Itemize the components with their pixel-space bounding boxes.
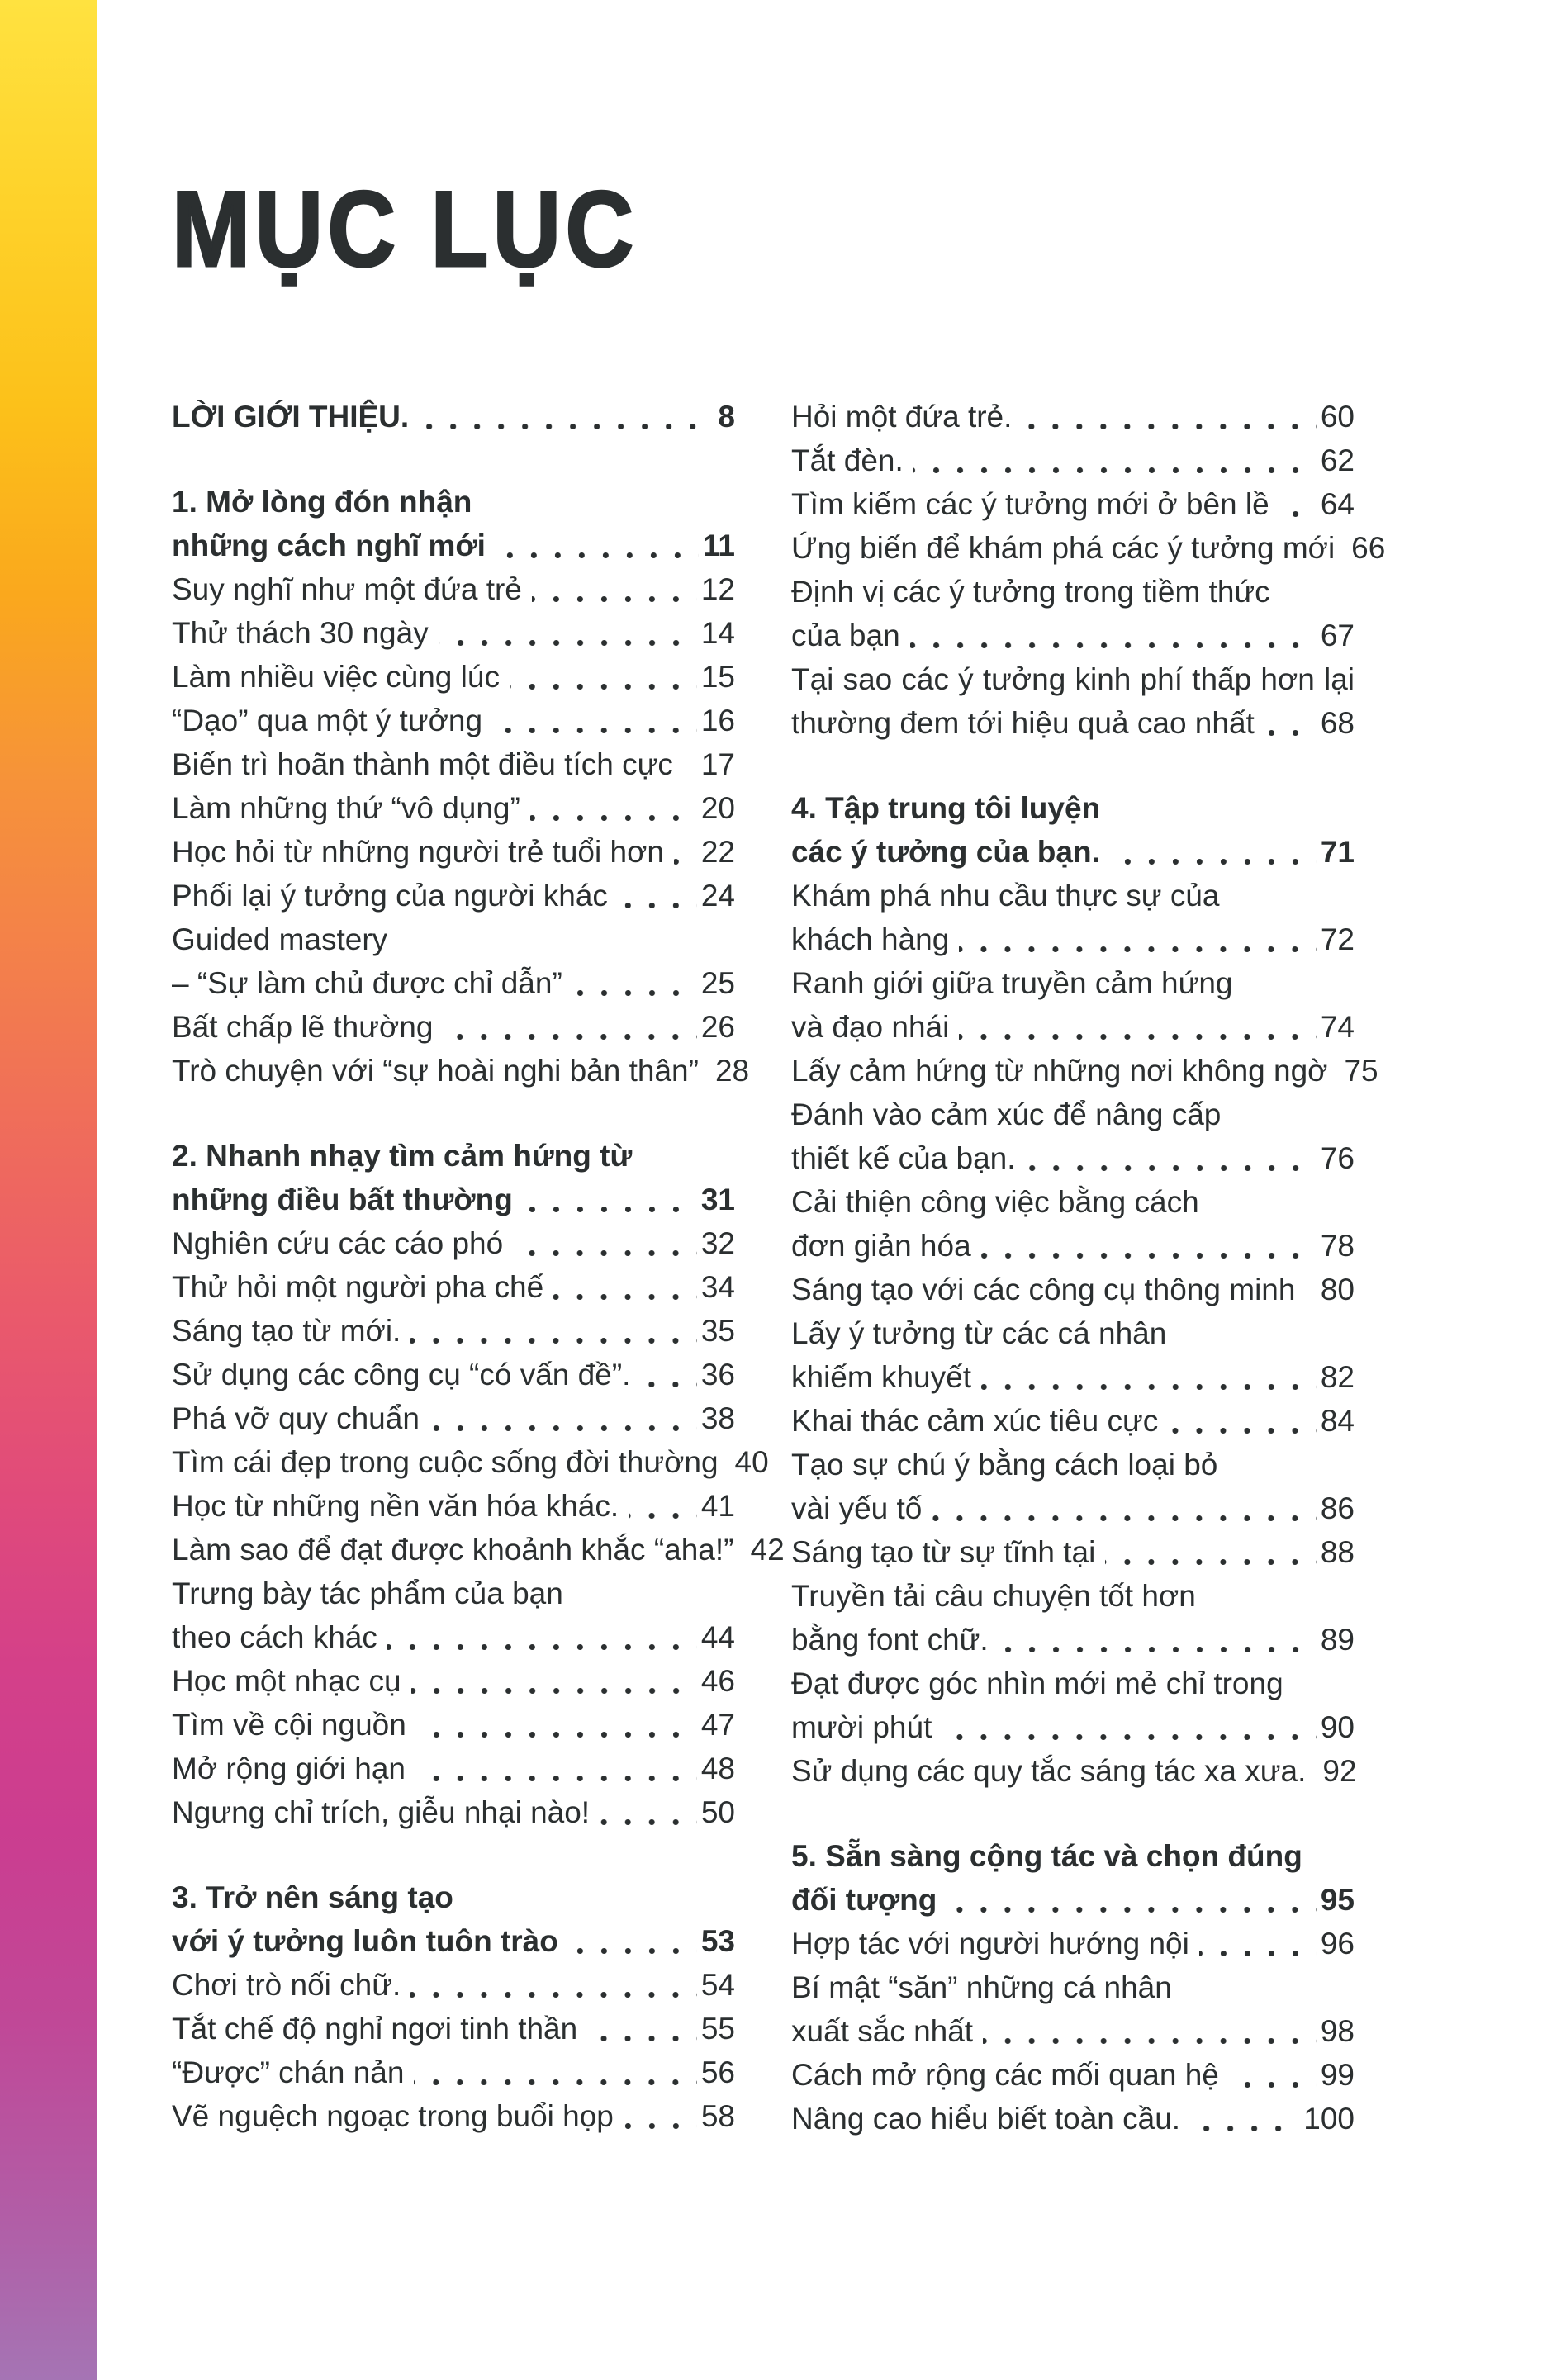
toc-entry-label: – “Sự làm chủ được chỉ dẫn”: [172, 966, 562, 1000]
toc-entry: [172, 742, 735, 786]
dot-leader: [492, 699, 700, 742]
dot-leader: [443, 1005, 699, 1049]
toc-entry-label: Suy nghĩ như một đứa trẻ: [172, 572, 522, 606]
dot-leader: [410, 1963, 700, 2007]
dot-leader: [1168, 1399, 1319, 1443]
toc-entry-label: và đạo nhái: [791, 1010, 950, 1044]
toc-entry-label: Hợp tác với người hướng nội: [791, 1927, 1189, 1960]
toc-entry: [172, 1221, 735, 1265]
dot-leader: [1345, 526, 1350, 570]
toc-entry-page: 72: [1320, 922, 1355, 956]
toc-entry-page: 50: [700, 1795, 735, 1829]
toc-entry-label: Nâng cao hiểu biết toàn cầu.: [791, 2102, 1181, 2136]
toc-entry-label: của bạn: [791, 619, 900, 652]
toc-entry-page: 66: [1351, 531, 1386, 565]
toc-entry-label: đơn giản hóa: [791, 1229, 971, 1263]
dot-leader: [415, 1747, 700, 1790]
toc-entry-label: Guided mastery: [172, 922, 388, 956]
toc-section: [791, 1834, 1355, 2141]
page-title: MỤC LỤC: [172, 168, 638, 289]
toc-entry-label: thiết kế của bạn.: [791, 1141, 1016, 1175]
toc-entry-label: thường đem tới hiệu quả cao nhất: [791, 706, 1255, 740]
toc-section-heading: [791, 786, 1355, 830]
dot-leader: [553, 1265, 700, 1309]
toc-section-heading: [172, 1875, 735, 1919]
toc-entry: [791, 657, 1355, 701]
toc-entry: [791, 874, 1355, 917]
toc-entry-label: 5. Sẵn sàng cộng tác và chọn đúng: [791, 1839, 1302, 1873]
toc-entry-page: 86: [1320, 1491, 1355, 1525]
toc-entry-label: “Dạo” qua một ý tưởng: [172, 704, 483, 737]
toc-entry-label: Trò chuyện với “sự hoài nghi bản thân”: [172, 1054, 699, 1088]
dot-leader: [1199, 1922, 1319, 1965]
toc-entry-label: Khai thác cảm xúc tiêu cực: [791, 1404, 1159, 1438]
toc-entry-label: Làm những thứ “vô dụng”: [172, 791, 520, 825]
toc-entry-page: 53: [700, 1924, 735, 1958]
dot-leader: [1105, 1530, 1318, 1574]
toc-entry: [172, 2094, 735, 2138]
toc-entry: [791, 482, 1355, 526]
dot-leader: [419, 395, 716, 439]
toc-section-heading: [172, 395, 735, 439]
toc-entry-label: Cách mở rộng các mối quan hệ: [791, 2058, 1219, 2092]
toc-entry: [791, 1093, 1355, 1136]
toc-section-heading: [791, 830, 1355, 874]
dot-leader: [1264, 701, 1319, 745]
toc-entry-page: 88: [1320, 1535, 1355, 1569]
toc-entry: [791, 1180, 1355, 1224]
toc-section: [172, 480, 750, 1093]
toc-entry-label: Thử thách 30 ngày: [172, 616, 429, 650]
toc-entry-label: Trưng bày tác phẩm của bạn: [172, 1576, 563, 1610]
toc-entry-page: 17: [700, 747, 735, 781]
dot-leader: [1279, 482, 1319, 526]
toc-entry-label: Sử dụng các quy tắc sáng tác xa xưa.: [791, 1754, 1307, 1788]
toc-entry-label: Ranh giới giữa truyền cảm hứng: [791, 966, 1233, 1000]
toc-entry-page: 92: [1322, 1754, 1357, 1788]
dot-leader: [728, 1440, 733, 1484]
toc-entry: [172, 874, 735, 917]
dot-leader: [942, 1705, 1318, 1749]
toc-entry-label: Đạt được góc nhìn mới mẻ chỉ trong: [791, 1666, 1283, 1700]
toc-entry-page: 34: [700, 1270, 735, 1304]
toc-entry: [791, 1005, 1355, 1049]
dot-leader: [618, 874, 700, 917]
dot-leader: [387, 1615, 700, 1659]
toc-entry-page: 14: [700, 616, 735, 650]
toc-entry: [172, 786, 735, 830]
toc-entry: [172, 1790, 735, 1834]
toc-entry-label: Cải thiện công việc bằng cách: [791, 1185, 1199, 1219]
toc-entry-page: 60: [1320, 400, 1355, 434]
toc-entry-label: Tạo sự chú ý bằng cách loại bỏ: [791, 1448, 1218, 1482]
dot-leader: [709, 1049, 714, 1093]
toc-entry-label: Sử dụng các công cụ “có vấn đề”.: [172, 1358, 631, 1391]
toc-entry: [172, 1963, 735, 2007]
toc-entry-page: 42: [750, 1533, 785, 1567]
toc-entry-label: Bí mật “săn” những cá nhân: [791, 1970, 1172, 2004]
toc-entry-label: khiếm khuyết: [791, 1360, 971, 1394]
toc-entry-label: Học hỏi từ những người trẻ tuổi hơn: [172, 835, 664, 869]
toc-entry-label: Chơi trò nối chữ.: [172, 1968, 401, 2002]
toc-entry-label: những cách nghĩ mới: [172, 529, 486, 562]
toc-entry: [172, 1703, 735, 1747]
toc-entry-page: 16: [700, 704, 735, 737]
toc-entry: [172, 1396, 735, 1440]
dot-leader: [572, 961, 700, 1005]
toc-entry-page: 68: [1320, 706, 1355, 740]
toc-entry-page: 100: [1303, 2102, 1355, 2136]
dot-leader: [999, 1618, 1319, 1662]
toc-entry-label: 1. Mở lòng đón nhận: [172, 485, 472, 519]
toc-entry: [172, 699, 735, 742]
toc-entry: [172, 2007, 735, 2050]
dot-leader: [910, 614, 1319, 657]
toc-entry-page: 96: [1320, 1927, 1355, 1960]
dot-leader: [640, 1353, 699, 1396]
dot-leader: [981, 1355, 1319, 1399]
toc-entry-label: Sáng tạo với các công cụ thông minh: [791, 1273, 1296, 1306]
dot-leader: [983, 2009, 1319, 2053]
toc-entry-label: Tìm cái đẹp trong cuộc sống đời thường: [172, 1445, 719, 1479]
toc-section: [791, 395, 1386, 745]
toc-entry-label: Bất chấp lẽ thường: [172, 1010, 434, 1044]
toc-entry-page: 48: [700, 1752, 735, 1785]
toc-entry: [791, 1705, 1355, 1749]
toc-entry-label: Tắt chế độ nghỉ ngơi tinh thần: [172, 2012, 578, 2046]
dot-leader: [624, 2094, 700, 2138]
toc-entry-label: Lấy cảm hứng từ những nơi không ngờ: [791, 1054, 1328, 1088]
toc-entry: [172, 567, 735, 611]
toc-entry: [172, 1005, 735, 1049]
dot-leader: [600, 1790, 700, 1834]
toc-section: [172, 395, 735, 439]
toc-entry-page: 74: [1320, 1010, 1355, 1044]
dot-leader: [496, 524, 701, 567]
toc-entry: [172, 1265, 735, 1309]
dot-leader: [587, 2007, 700, 2050]
toc-section: [791, 786, 1378, 1793]
toc-entry: [172, 655, 735, 699]
toc-entry-label: đối tượng: [791, 1883, 937, 1917]
toc-entry-label: các ý tưởng của bạn.: [791, 835, 1100, 869]
toc-entry-label: mười phút: [791, 1710, 932, 1744]
toc-entry-page: 11: [702, 529, 735, 562]
dot-leader: [1316, 1749, 1321, 1793]
dot-leader: [947, 1878, 1318, 1922]
toc-entry-label: Tìm về cội nguồn: [172, 1708, 406, 1742]
toc-entry-label: Hỏi một đứa trẻ.: [791, 400, 1013, 434]
dot-leader: [510, 655, 700, 699]
toc-section-heading: [172, 1919, 735, 1963]
dot-leader: [744, 1528, 749, 1572]
toc-entry-label: Thử hỏi một người pha chế: [172, 1270, 544, 1304]
dot-leader: [1190, 2097, 1302, 2141]
toc-section-heading: [791, 1878, 1355, 1922]
toc-section: [172, 1134, 785, 1834]
toc-entry-label: “Được” chán nản: [172, 2055, 405, 2089]
toc-entry: [791, 1268, 1355, 1311]
toc-entry: [791, 2009, 1355, 2053]
toc-entry-page: 25: [700, 966, 735, 1000]
toc-entry: [791, 614, 1355, 657]
toc-entry-label: Đánh vào cảm xúc để nâng cấp: [791, 1098, 1222, 1131]
toc-entry: [791, 1399, 1355, 1443]
dot-leader: [981, 1224, 1319, 1268]
toc-entry-page: 24: [700, 879, 735, 913]
toc-section-heading: [791, 1834, 1355, 1878]
toc-entry-label: Lấy ý tưởng từ các cá nhân: [791, 1316, 1167, 1350]
dot-leader: [1305, 1268, 1318, 1311]
toc-entry: [791, 917, 1355, 961]
toc-entry: [172, 1659, 735, 1703]
toc-entry-label: Tìm kiếm các ý tưởng mới ở bên lề: [791, 487, 1269, 521]
toc-entry-page: 44: [700, 1620, 735, 1654]
toc-entry: [172, 1572, 735, 1615]
toc-entry-page: 28: [714, 1054, 750, 1088]
toc-entry: [791, 1486, 1355, 1530]
toc-entry-label: khách hàng: [791, 922, 950, 956]
toc-entry-page: 78: [1320, 1229, 1355, 1263]
dot-leader: [414, 2050, 699, 2094]
toc-entry-page: 80: [1320, 1273, 1355, 1306]
toc-entry-label: Vẽ nguệch ngoạc trong buổi họp: [172, 2099, 614, 2133]
dot-leader: [683, 742, 700, 786]
toc-entry-label: 4. Tập trung tôi luyện: [791, 791, 1101, 825]
dot-leader: [523, 1178, 700, 1221]
toc-entry-label: theo cách khác: [172, 1620, 377, 1654]
dot-leader: [1110, 830, 1319, 874]
toc-entry-page: 82: [1320, 1360, 1355, 1394]
dot-leader: [530, 786, 700, 830]
toc-entry-page: 71: [1320, 835, 1355, 869]
toc-entry-label: Làm sao để đạt được khoảnh khắc “aha!”: [172, 1533, 734, 1567]
toc-column-left: [172, 395, 785, 2179]
toc-entry-page: 40: [734, 1445, 769, 1479]
toc-entry-page: 26: [700, 1010, 735, 1044]
toc-entry: [791, 1965, 1355, 2009]
toc-entry-page: 15: [700, 660, 735, 694]
toc-entry-page: 38: [700, 1401, 735, 1435]
toc-entry-label: LỜI GIỚI THIỆU.: [172, 400, 410, 434]
toc-section-heading: [172, 1134, 735, 1178]
dot-leader: [513, 1221, 700, 1265]
toc-entry: [791, 1662, 1355, 1705]
toc-entry-page: 36: [700, 1358, 735, 1391]
toc-entry: [791, 395, 1355, 439]
toc-entry-label: Phá vỡ quy chuẩn: [172, 1401, 420, 1435]
toc-entry: [791, 1574, 1355, 1618]
dot-leader: [913, 439, 1319, 482]
toc-entry-page: 12: [700, 572, 735, 606]
toc-entry: [172, 917, 735, 961]
toc-entry: [791, 2053, 1355, 2097]
toc-entry: [791, 439, 1355, 482]
toc-entry-page: 20: [700, 791, 735, 825]
toc-entry: [791, 1922, 1355, 1965]
toc-entry: [172, 1484, 735, 1528]
toc-column-right: [791, 395, 1386, 2182]
toc-entry: [791, 1136, 1355, 1180]
dot-leader: [429, 1396, 700, 1440]
toc-entry-page: 55: [700, 2012, 735, 2046]
dot-leader: [1026, 1136, 1319, 1180]
dot-leader: [411, 1659, 700, 1703]
dot-leader: [410, 1309, 700, 1353]
toc-entry-page: 95: [1320, 1883, 1355, 1917]
toc-entry-page: 8: [718, 400, 735, 434]
toc-entry: [172, 1528, 785, 1572]
toc-entry-label: 2. Nhanh nhạy tìm cảm hứng từ: [172, 1139, 633, 1173]
toc-entry-label: Tại sao các ý tưởng kinh phí thấp hơn lại: [791, 662, 1355, 696]
toc-entry-page: 89: [1320, 1623, 1355, 1657]
dot-leader: [674, 830, 700, 874]
toc-entry: [172, 830, 735, 874]
toc-entry-label: những điều bất thường: [172, 1183, 513, 1216]
toc-entry: [172, 1440, 769, 1484]
toc-entry-page: 22: [700, 835, 735, 869]
toc-entry: [172, 1615, 735, 1659]
toc-entry: [172, 1049, 750, 1093]
toc-entry: [791, 1443, 1355, 1486]
toc-entry: [172, 1353, 735, 1396]
dot-leader: [1022, 395, 1318, 439]
dot-leader: [959, 1005, 1319, 1049]
toc-entry-label: Phối lại ý tưởng của người khác: [172, 879, 608, 913]
toc-entry: [791, 526, 1386, 570]
toc-entry-label: Định vị các ý tưởng trong tiềm thức: [791, 575, 1270, 609]
dot-leader: [1229, 2053, 1319, 2097]
toc-entry-label: xuất sắc nhất: [791, 2014, 974, 2048]
toc-entry-label: Ngưng chỉ trích, giễu nhại nào!: [172, 1795, 591, 1829]
dot-leader: [532, 567, 700, 611]
dot-leader: [629, 1484, 700, 1528]
toc-entry-page: 54: [700, 1968, 735, 2002]
toc-entry: [791, 1224, 1355, 1268]
toc-entry-page: 90: [1320, 1710, 1355, 1744]
toc-entry: [791, 1530, 1355, 1574]
toc-entry-label: Làm nhiều việc cùng lúc: [172, 660, 500, 694]
toc-entry-page: 41: [700, 1489, 735, 1523]
toc-entry: [791, 1311, 1355, 1355]
toc-entry-label: Khám phá nhu cầu thực sự của: [791, 879, 1220, 913]
toc-entry-page: 75: [1344, 1054, 1378, 1088]
gradient-bar: [0, 0, 97, 2380]
toc-entry-page: 64: [1320, 487, 1355, 521]
toc-entry: [172, 1747, 735, 1790]
toc-entry: [791, 2097, 1355, 2141]
dot-leader: [959, 917, 1319, 961]
toc-entry-label: Học từ những nền văn hóa khác.: [172, 1489, 619, 1523]
toc-entry: [172, 1309, 735, 1353]
toc-entry-label: Học một nhạc cụ: [172, 1664, 401, 1698]
toc-entry: [791, 701, 1355, 745]
dot-leader: [416, 1703, 700, 1747]
toc-entry-page: 35: [700, 1314, 735, 1348]
toc-entry: [791, 1355, 1355, 1399]
toc-entry-label: Mở rộng giới hạn: [172, 1752, 406, 1785]
toc-entry-page: 67: [1320, 619, 1355, 652]
toc-entry-label: với ý tưởng luôn tuôn trào: [172, 1924, 558, 1958]
toc-entry-label: bằng font chữ.: [791, 1623, 989, 1657]
toc-entry-page: 58: [700, 2099, 735, 2133]
toc-entry-label: Tắt đèn.: [791, 443, 904, 477]
toc-entry: [791, 570, 1355, 614]
toc-section-heading: [172, 480, 735, 524]
toc-entry-page: 32: [700, 1226, 735, 1260]
toc-entry: [791, 1618, 1355, 1662]
toc-entry: [172, 961, 735, 1005]
toc-entry-label: 3. Trở nên sáng tạo: [172, 1880, 453, 1914]
toc-entry-page: 46: [700, 1664, 735, 1698]
toc-section-heading: [172, 524, 735, 567]
toc-entry-label: Sáng tạo từ mới.: [172, 1314, 401, 1348]
toc-entry: [791, 961, 1355, 1005]
toc-entry-page: 84: [1320, 1404, 1355, 1438]
toc-entry-label: Ứng biến để khám phá các ý tưởng mới: [791, 531, 1336, 565]
toc-entry-page: 56: [700, 2055, 735, 2089]
toc-entry-page: 47: [700, 1708, 735, 1742]
toc-entry-label: vài yếu tố: [791, 1491, 923, 1525]
toc-entry: [172, 611, 735, 655]
toc-entry-label: Sáng tạo từ sự tĩnh tại: [791, 1535, 1096, 1569]
toc-entry-label: Truyền tải câu chuyện tốt hơn: [791, 1579, 1196, 1613]
dot-leader: [932, 1486, 1318, 1530]
dot-leader: [439, 611, 700, 655]
dot-leader: [568, 1919, 700, 1963]
toc-entry-page: 76: [1320, 1141, 1355, 1175]
toc-section: [172, 1875, 735, 2138]
toc-entry-label: Nghiên cứu các cáo phó: [172, 1226, 504, 1260]
dot-leader: [1337, 1049, 1342, 1093]
toc-section-heading: [172, 1178, 735, 1221]
toc-entry-page: 62: [1320, 443, 1355, 477]
toc-entry-page: 31: [700, 1183, 735, 1216]
toc-entry: [791, 1049, 1378, 1093]
toc-entry-label: Biến trì hoãn thành một điều tích cực: [172, 747, 673, 781]
toc-entry: [791, 1749, 1355, 1793]
toc-entry: [172, 2050, 735, 2094]
toc-entry-page: 99: [1320, 2058, 1355, 2092]
toc-entry-page: 98: [1320, 2014, 1355, 2048]
